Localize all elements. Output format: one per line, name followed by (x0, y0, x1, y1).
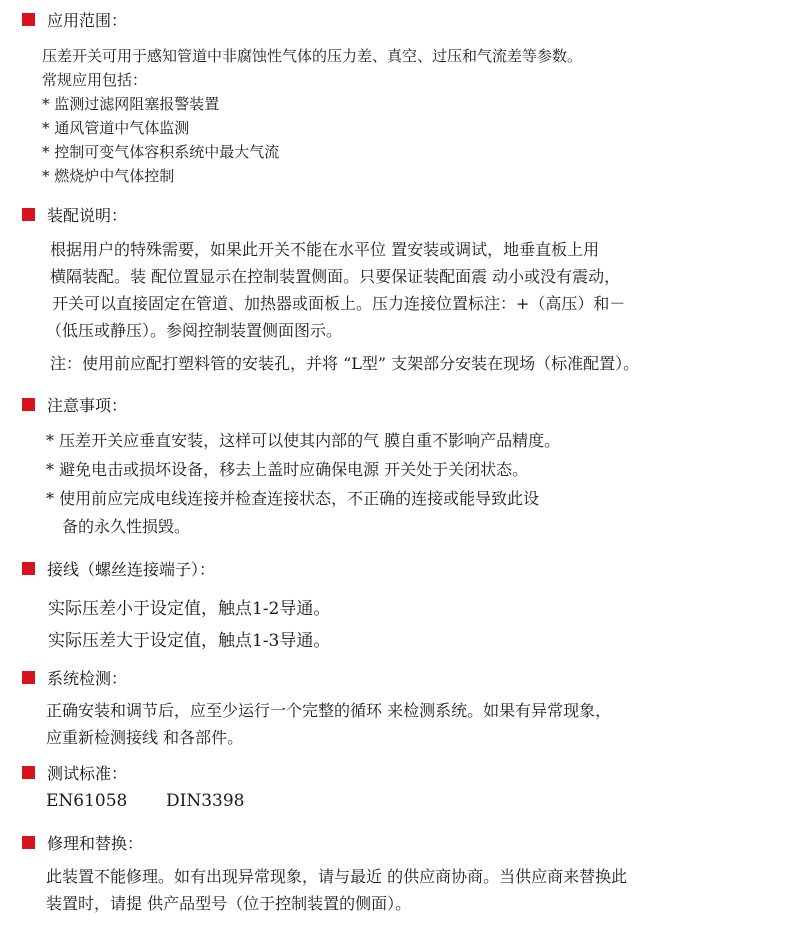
text-line: 此装置不能修理。如有出现异常现象，请与最近 的供应商协商。当供应商来替换此 (46, 867, 628, 886)
section-heading-application (22, 8, 127, 30)
heading-text: 系统检测： (47, 668, 128, 688)
text-line: 应重新检测接线 和各部件。 (46, 728, 244, 747)
heading-text: 接线（螺丝连接端子）： (47, 559, 216, 579)
text-line: （低压或静压）。参阅控制装置侧面图示。 (46, 321, 343, 340)
text-line: 常规应用包括： (42, 71, 148, 89)
list-item: * 燃烧炉中气体控制 (42, 167, 175, 185)
standard-item: DIN3398 (166, 791, 245, 811)
list-item: * 避免电击或损坏设备，移去上盖时应确保电源 开关处于关闭状态。 (46, 460, 529, 479)
red-square-icon (22, 398, 35, 411)
section-heading-wiring (22, 557, 215, 579)
text-line: 根据用户的特殊需要，如果此开关不能在水平位 置安装或调试，地垂直板上用 (50, 240, 600, 259)
heading-text: 注意事项： (47, 395, 128, 415)
section-heading-check (22, 666, 127, 688)
red-square-icon (22, 562, 35, 575)
text-line: 压差开关可用于感知管道中非腐蚀性气体的压力差、真空、过压和气流差等参数。 (42, 47, 583, 65)
text-line: 正确安装和调节后，应至少运行一个完整的循环 来检测系统。如果有异常现象， (46, 701, 612, 720)
text-line: 实际压差小于设定值，触点1-2导通。 (48, 599, 331, 619)
heading-text: 装配说明： (47, 205, 128, 225)
red-square-icon (22, 208, 35, 221)
heading-text: 应用范围： (47, 10, 128, 30)
red-square-icon (22, 766, 35, 779)
red-square-icon (22, 13, 35, 26)
text-line: 装置时，请提 供产品型号（位于控制装置的侧面）。 (46, 894, 412, 913)
heading-text: 测试标准： (47, 763, 128, 783)
section-heading-assembly (22, 203, 127, 225)
red-square-icon (22, 836, 35, 849)
red-square-icon (22, 671, 35, 684)
list-item: * 控制可变气体容积系统中最大气流 (42, 143, 280, 161)
section-heading-standard (22, 761, 127, 783)
list-item-continuation: 备的永久性损毁。 (62, 517, 191, 536)
section-heading-notes (22, 393, 127, 415)
list-item: * 监测过滤网阻塞报警装置 (42, 95, 220, 113)
heading-text: 修理和替换： (47, 833, 144, 853)
text-line: 实际压差大于设定值，触点1-3导通。 (48, 631, 331, 651)
text-line: 横隔装配。装 配位置显示在控制装置侧面。只要保证装配面震 动小或没有震动， (50, 267, 621, 286)
list-item: * 使用前应完成电线连接并检查连接状态，不正确的连接或能导致此设 (46, 489, 540, 508)
note-line: 注：使用前应配打塑料管的安装孔，并将 “L型” 支架部分安装在现场（标准配置）。 (50, 354, 640, 373)
list-item: * 压差开关应垂直安装，这样可以使其内部的气 膜自重不影响产品精度。 (46, 431, 561, 450)
text-line: 开关可以直接固定在管道、加热器或面板上。压力连接位置标注：+（高压）和－ (52, 294, 626, 313)
list-item: * 通风管道中气体监测 (42, 119, 190, 137)
section-heading-repair (22, 831, 143, 853)
standard-item: EN61058 (46, 791, 128, 811)
